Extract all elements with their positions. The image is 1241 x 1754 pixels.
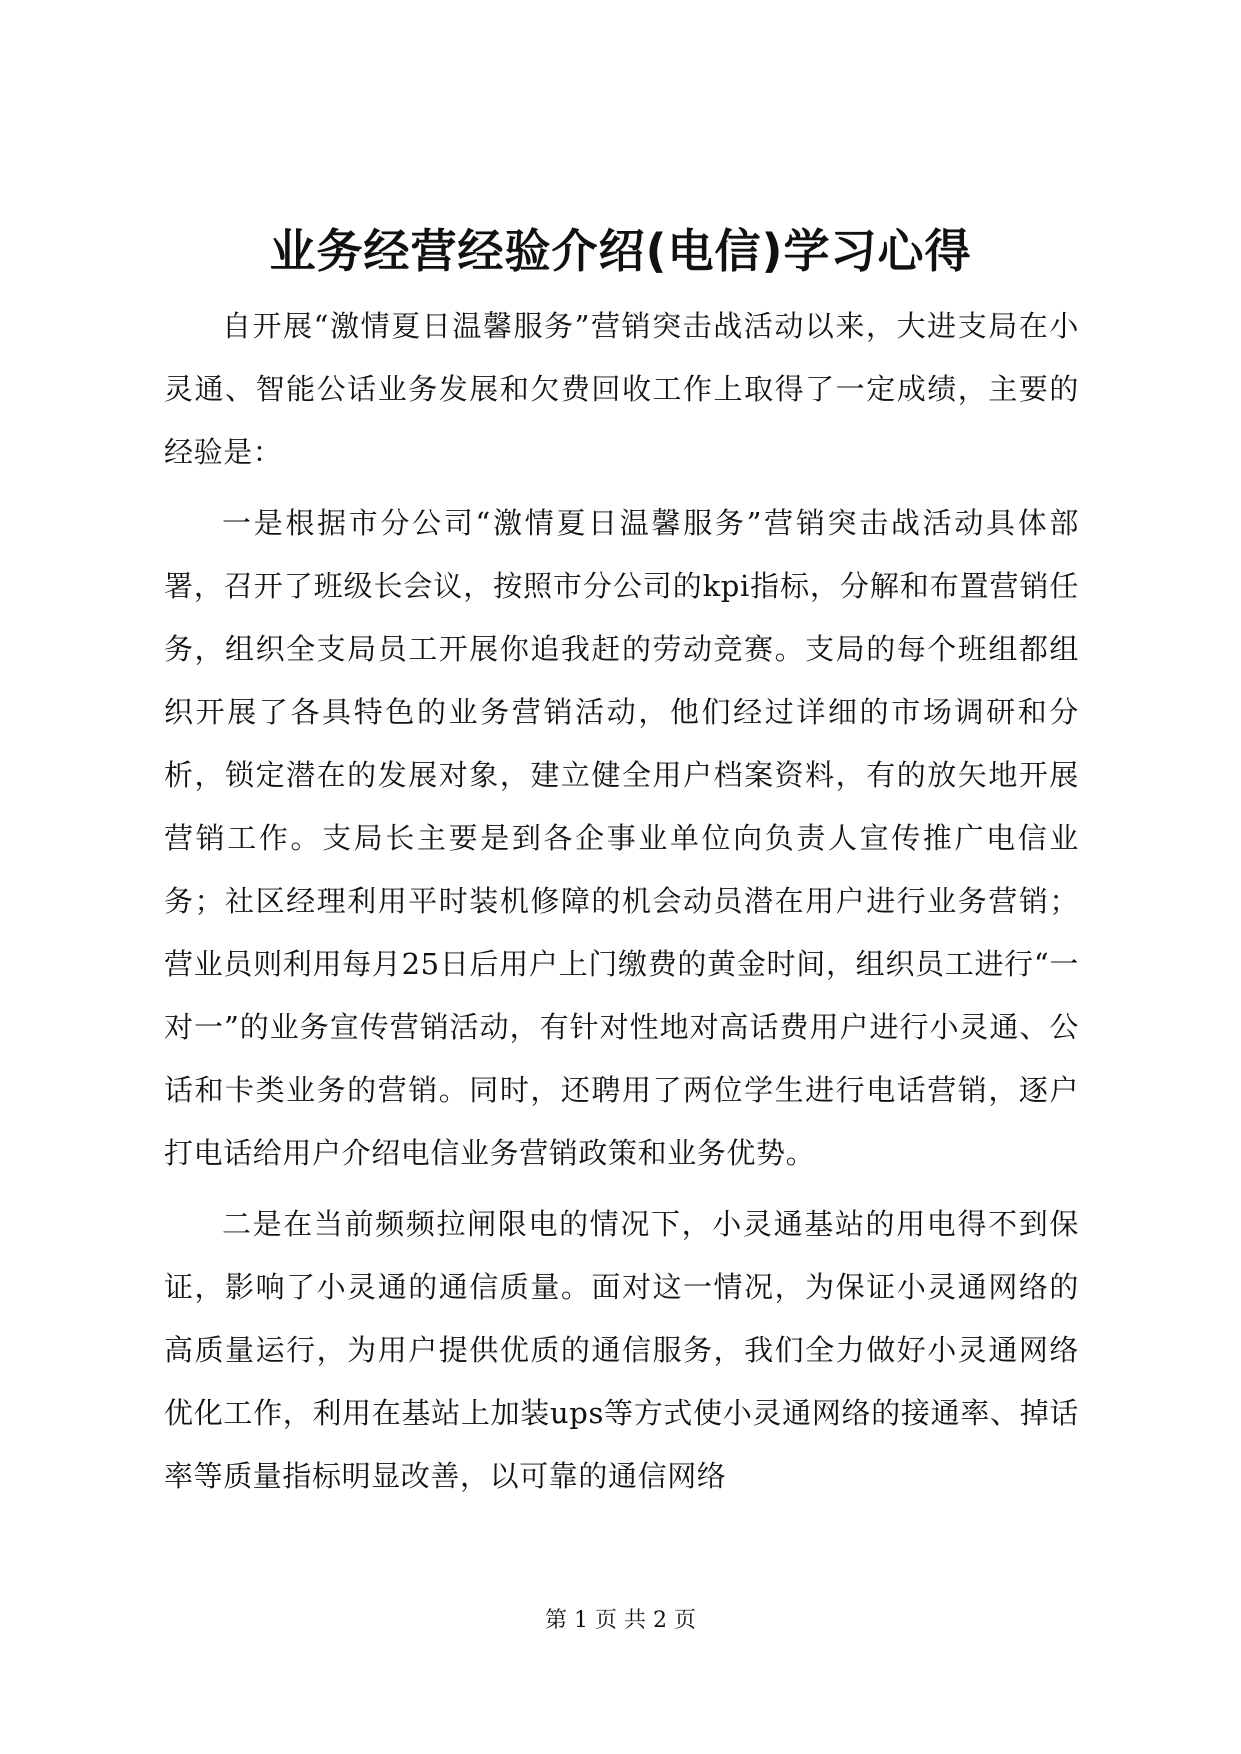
page-footer: 第 1 页 共 2 页 [545, 1608, 696, 1633]
paragraph-point-one: 一是根据市分公司“激情夏日温馨服务”营销突击战活动具体部署，召开了班级长会议，按照市分公司的kpi指标，分解和布置营销任务，组织全支局员工开展你追我赶的劳动竞赛。支局的每个班组都组织开展了各具特色的业务营销活动，他们经过详细的市场调研和分析，锁定潜在的发展对象，建立健全用户档案资料，有的放矢地开展营销工作。支局长主要是到各企事业单位向负责人宣传推广电信业务；社区经理利用平时装机修障的机会动员潜在用户进行业务营销；营业员则利用每月25日后用户上门缴费的黄金时间，组织员工进行“一对一”的业务宣传营销活动，有针对性地对高话费用户进行小灵通、公话和卡类业务的营销。同时，还聘用了两位学生进行电话营销，逐户打电话给用户介绍电信业务营销政策和业务优势。 [164, 506, 1079, 1170]
document-body [164, 295, 1079, 1516]
page-title: 业务经营经验介绍(电信)学习心得 [269, 224, 972, 278]
paragraph-intro: 自开展“激情夏日温馨服务”营销突击战活动以来，大进支局在小灵通、智能公话业务发展和欠费回收工作上取得了一定成绩，主要的经验是： [164, 309, 1079, 469]
paragraph-point-two: 二是在当前频频拉闸限电的情况下，小灵通基站的用电得不到保证，影响了小灵通的通信质量。面对这一情况，为保证小灵通网络的高质量运行，为用户提供优质的通信服务，我们全力做好小灵通网络优化工作，利用在基站上加装ups等方式使小灵通网络的接通率、掉话率等质量指标明显改善，以可靠的通信网络 [164, 1207, 1079, 1493]
